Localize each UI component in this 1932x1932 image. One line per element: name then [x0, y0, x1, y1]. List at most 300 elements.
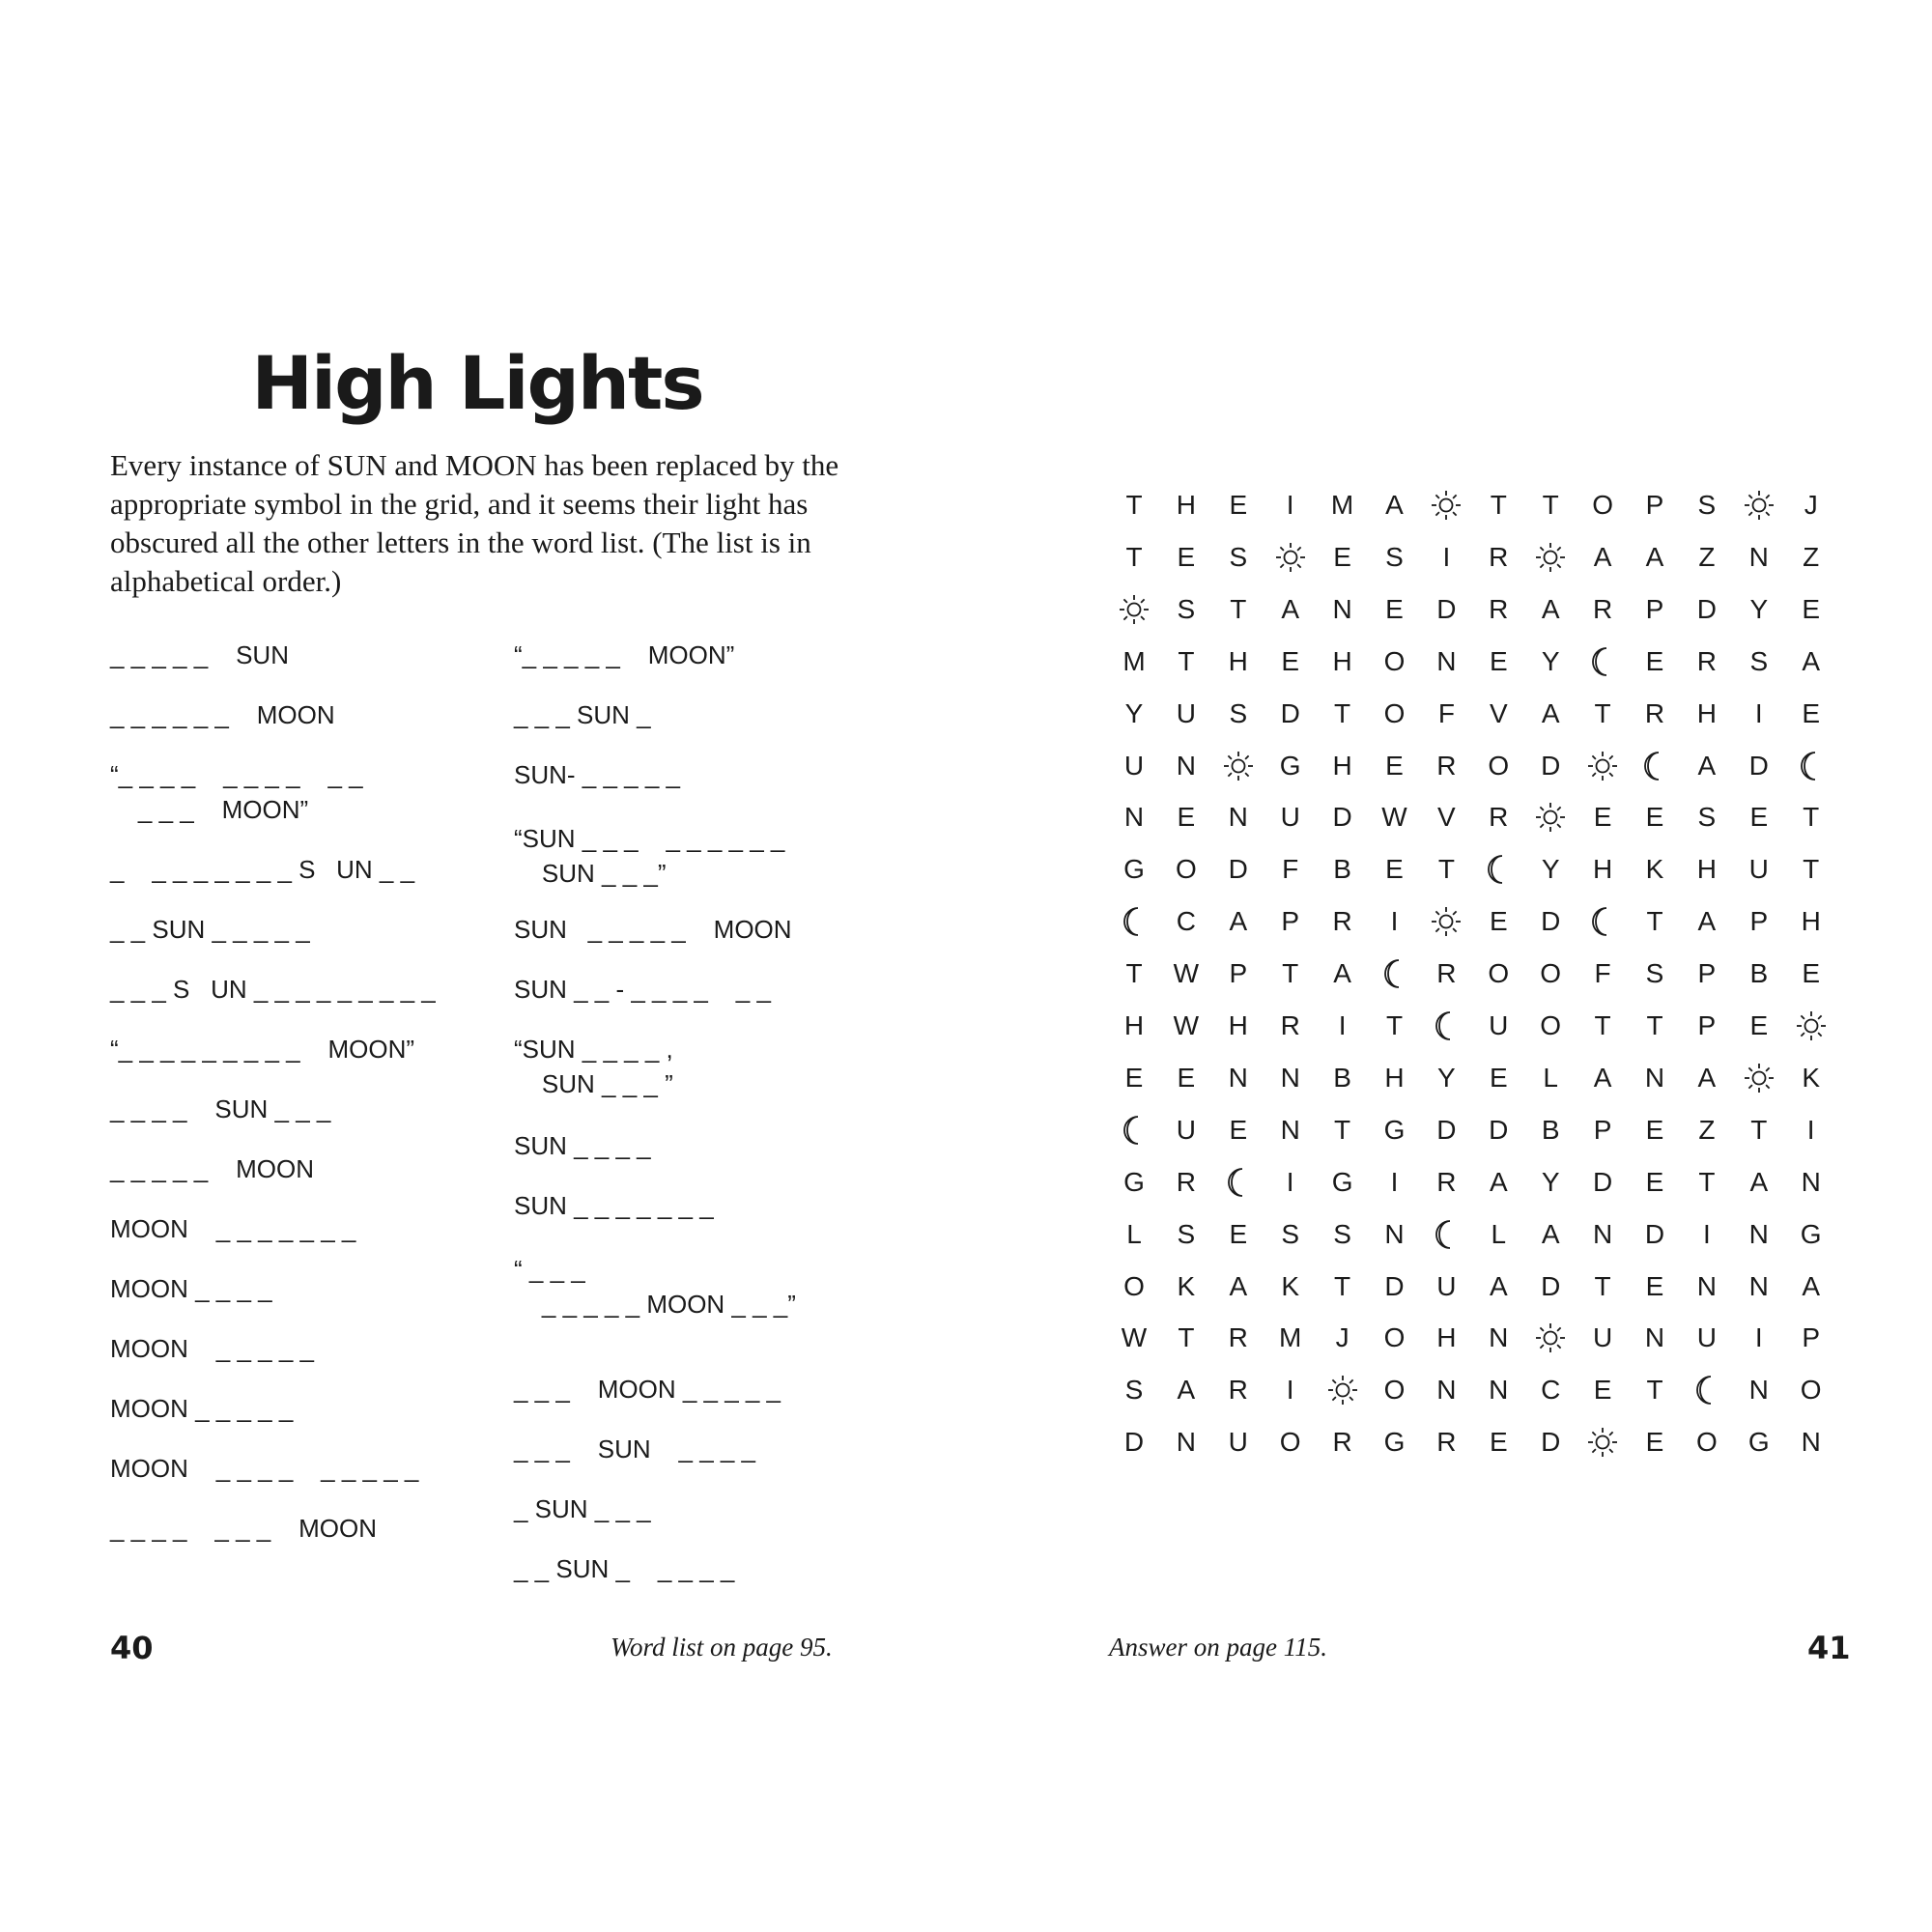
grid-letter: I	[1806, 1114, 1815, 1145]
grid-letter: U	[1280, 802, 1300, 833]
grid-letter: I	[1754, 697, 1763, 728]
word-list-entry: SUN _ _ _ _	[514, 1131, 651, 1160]
grid-letter: N	[1228, 802, 1248, 833]
grid-letter: R	[1644, 697, 1665, 728]
grid-letter: D	[1436, 1114, 1457, 1145]
grid-letter: Y	[1541, 854, 1560, 885]
grid-letter: S	[1645, 958, 1664, 989]
grid-letter: G	[1123, 1166, 1145, 1197]
grid-letter: H	[1228, 645, 1248, 676]
grid-letter: H	[1592, 854, 1613, 885]
grid-letter: Z	[1698, 541, 1716, 572]
grid-letter: N	[1436, 1375, 1457, 1406]
grid-letter: D	[1644, 1218, 1665, 1249]
grid-letter: N	[1280, 1114, 1300, 1145]
grid-letter: R	[1436, 958, 1457, 989]
grid-letter: R	[1489, 802, 1509, 833]
grid-letter: N	[1801, 1427, 1821, 1458]
grid-letter: T	[1178, 1322, 1195, 1353]
grid-letter: T	[1542, 490, 1559, 520]
grid-letter: T	[1230, 593, 1247, 624]
grid-letter: K	[1177, 1270, 1196, 1301]
grid-letter: M	[1330, 490, 1354, 520]
grid-letter: Y	[1124, 697, 1144, 728]
grid-letter: D	[1541, 1427, 1561, 1458]
grid-letter: A	[1697, 750, 1717, 781]
grid-letter: O	[1383, 1322, 1406, 1353]
grid-letter: P	[1645, 593, 1664, 624]
grid-letter: A	[1802, 1270, 1821, 1301]
grid-letter: A	[1489, 1270, 1508, 1301]
grid-letter: B	[1333, 1062, 1351, 1093]
sun-icon	[1420, 479, 1472, 531]
word-list-entry: MOON _ _ _ _ _	[110, 1334, 314, 1363]
word-list-entry: SUN- _ _ _ _ _	[514, 760, 680, 789]
grid-letter: J	[1335, 1322, 1350, 1353]
grid-letter: R	[1489, 593, 1509, 624]
grid-letter: W	[1173, 1010, 1200, 1040]
grid-letter: Y	[1541, 1166, 1560, 1197]
grid-letter: S	[1385, 541, 1404, 572]
grid-letter: N	[1176, 1427, 1196, 1458]
sun-icon	[1785, 1000, 1837, 1052]
grid-letter: E	[1124, 1062, 1144, 1093]
grid-letter: O	[1696, 1427, 1718, 1458]
grid-letter: N	[1384, 1218, 1405, 1249]
word-list-entry: MOON _ _ _ _ _ _ _ _ _	[110, 1454, 419, 1483]
grid-letter: I	[1703, 1218, 1711, 1249]
grid-letter: U	[1436, 1270, 1457, 1301]
grid-letter: D	[1332, 802, 1352, 833]
grid-letter: N	[1436, 645, 1457, 676]
grid-letter: T	[1125, 958, 1143, 989]
grid-letter: A	[1385, 490, 1404, 520]
sun-icon	[1212, 740, 1264, 792]
grid-letter: S	[1697, 490, 1717, 520]
grid-letter: T	[1646, 906, 1663, 937]
grid-letter: E	[1177, 802, 1196, 833]
grid-letter: I	[1286, 490, 1294, 520]
grid-letter: S	[1177, 1218, 1196, 1249]
word-list-entry: _ _ _ _ _ SUN	[110, 640, 289, 669]
grid-letter: E	[1645, 1270, 1664, 1301]
grid-letter: R	[1592, 593, 1613, 624]
word-list-entry: SUN _ _ - _ _ _ _ _ _	[514, 975, 771, 1004]
grid-letter: U	[1489, 1010, 1509, 1040]
grid-letter: N	[1748, 1218, 1769, 1249]
grid-letter: N	[1801, 1166, 1821, 1197]
grid-letter: H	[1696, 854, 1717, 885]
grid-letter: K	[1802, 1062, 1821, 1093]
grid-letter: A	[1229, 1270, 1248, 1301]
grid-letter: R	[1436, 1166, 1457, 1197]
grid-letter: H	[1123, 1010, 1145, 1040]
grid-letter: A	[1333, 958, 1351, 989]
grid-letter: T	[1125, 541, 1143, 572]
grid-letter: S	[1229, 697, 1248, 728]
sun-icon	[1264, 531, 1317, 583]
grid-letter: N	[1748, 1270, 1769, 1301]
grid-letter: T	[1125, 490, 1143, 520]
word-list-entry: “SUN _ _ _ _ , SUN _ _ _ ”	[514, 1035, 673, 1098]
grid-letter: N	[1228, 1062, 1248, 1093]
grid-letter: I	[1286, 1375, 1294, 1406]
grid-letter: D	[1489, 1114, 1509, 1145]
grid-letter: A	[1541, 1218, 1560, 1249]
grid-letter: D	[1541, 906, 1561, 937]
word-list-entry: _ _ SUN _ _ _ _ _	[514, 1554, 735, 1583]
word-list-reference: Word list on page 95.	[611, 1633, 833, 1662]
grid-letter: U	[1176, 1114, 1196, 1145]
grid-letter: T	[1334, 1114, 1351, 1145]
grid-letter: O	[1383, 645, 1406, 676]
puzzle-title: High Lights	[251, 340, 703, 426]
grid-letter: C	[1541, 1375, 1561, 1406]
crescent-moon-icon	[1420, 1208, 1472, 1261]
grid-letter: D	[1748, 750, 1769, 781]
word-list-entry: “_ _ _ _ _ _ _ _ _ _ _ _ _ MOON”	[110, 760, 363, 824]
grid-letter: Y	[1541, 645, 1560, 676]
grid-letter: E	[1593, 802, 1612, 833]
grid-letter: I	[1390, 906, 1399, 937]
grid-letter: E	[1489, 1427, 1508, 1458]
grid-letter: B	[1749, 958, 1769, 989]
grid-letter: E	[1802, 958, 1821, 989]
grid-letter: D	[1541, 750, 1561, 781]
puzzle-instructions: Every instance of SUN and MOON has been replaced by the appropriate symbol in the grid, and it seems their light has obscured all the other letters in the word list. (The list is in alphabetical order.)	[110, 448, 839, 598]
crescent-moon-icon	[1108, 895, 1160, 948]
grid-letter: E	[1749, 802, 1769, 833]
grid-letter: R	[1696, 645, 1717, 676]
crescent-moon-icon	[1785, 740, 1837, 792]
grid-letter: N	[1332, 593, 1352, 624]
grid-letter: E	[1645, 1114, 1664, 1145]
crescent-moon-icon	[1420, 1000, 1472, 1052]
grid-letter: F	[1437, 697, 1455, 728]
grid-letter: S	[1281, 1218, 1300, 1249]
grid-letter: E	[1177, 541, 1196, 572]
grid-letter: A	[1541, 697, 1560, 728]
grid-letter: D	[1592, 1166, 1613, 1197]
grid-letter: U	[1592, 1322, 1613, 1353]
grid-letter: O	[1488, 750, 1510, 781]
grid-letter: N	[1280, 1062, 1300, 1093]
grid-letter: P	[1593, 1114, 1612, 1145]
grid-letter: O	[1279, 1427, 1301, 1458]
grid-letter: G	[1383, 1114, 1406, 1145]
crescent-moon-icon	[1212, 1156, 1264, 1208]
grid-letter: E	[1489, 1062, 1508, 1093]
crescent-moon-icon	[1681, 1364, 1733, 1416]
grid-letter: F	[1282, 854, 1299, 885]
grid-letter: W	[1121, 1322, 1148, 1353]
grid-letter: M	[1122, 645, 1146, 676]
grid-letter: H	[1176, 490, 1196, 520]
grid-letter: D	[1436, 593, 1457, 624]
grid-letter: H	[1332, 645, 1352, 676]
page-number-left: 40	[110, 1630, 154, 1666]
grid-letter: L	[1543, 1062, 1558, 1093]
grid-letter: R	[1176, 1166, 1196, 1197]
grid-letter: S	[1333, 1218, 1351, 1249]
grid-letter: O	[1540, 1010, 1562, 1040]
crescent-moon-icon	[1369, 948, 1421, 1000]
grid-letter: R	[1436, 1427, 1457, 1458]
grid-letter: P	[1645, 490, 1664, 520]
grid-letter: E	[1385, 593, 1404, 624]
word-list-entry: “SUN _ _ _ _ _ _ _ _ _ SUN _ _ _”	[514, 824, 785, 888]
grid-letter: T	[1594, 1270, 1611, 1301]
grid-letter: E	[1645, 1427, 1664, 1458]
grid-letter: R	[1280, 1010, 1300, 1040]
grid-letter: A	[1645, 541, 1664, 572]
word-list-entry: MOON _ _ _ _ _ _ _	[110, 1214, 356, 1243]
grid-letter: Z	[1803, 541, 1820, 572]
grid-letter: N	[1748, 1375, 1769, 1406]
grid-letter: L	[1126, 1218, 1142, 1249]
sun-icon	[1733, 1052, 1785, 1104]
grid-letter: G	[1747, 1427, 1770, 1458]
grid-letter: N	[1123, 802, 1145, 833]
grid-letter: E	[1802, 697, 1821, 728]
grid-letter: P	[1749, 906, 1769, 937]
grid-letter: O	[1383, 1375, 1406, 1406]
crescent-moon-icon	[1577, 895, 1629, 948]
crescent-moon-icon	[1629, 740, 1681, 792]
grid-letter: U	[1176, 697, 1196, 728]
grid-letter: N	[1696, 1270, 1717, 1301]
grid-letter: I	[1286, 1166, 1294, 1197]
grid-letter: E	[1333, 541, 1351, 572]
grid-letter: A	[1177, 1375, 1196, 1406]
grid-letter: T	[1750, 1114, 1768, 1145]
grid-letter: W	[1173, 958, 1200, 989]
sun-icon	[1577, 1416, 1629, 1468]
grid-letter: E	[1489, 645, 1508, 676]
grid-letter: N	[1176, 750, 1196, 781]
grid-letter: N	[1489, 1322, 1509, 1353]
word-search-grid	[1108, 479, 1842, 1459]
grid-letter: E	[1593, 1375, 1612, 1406]
grid-letter: A	[1489, 1166, 1508, 1197]
grid-letter: V	[1489, 697, 1508, 728]
word-list-entry: MOON _ _ _ _	[110, 1274, 272, 1303]
word-list-entry: SUN _ _ _ _ _ _ _	[514, 1191, 714, 1220]
grid-letter: A	[1281, 593, 1300, 624]
word-list-entry: _ _ _ S UN _ _ _ _ _ _ _ _ _	[110, 975, 436, 1004]
grid-letter: T	[1698, 1166, 1716, 1197]
word-list-entry: _ _ _ _ _ MOON	[110, 1154, 314, 1183]
grid-letter: R	[1436, 750, 1457, 781]
sun-icon	[1733, 479, 1785, 531]
grid-letter: G	[1279, 750, 1301, 781]
grid-letter: I	[1442, 541, 1451, 572]
grid-letter: O	[1540, 958, 1562, 989]
word-list-entry: “_ _ _ _ _ MOON”	[514, 640, 735, 669]
page-number-right: 41	[1807, 1630, 1851, 1666]
grid-letter: O	[1488, 958, 1510, 989]
grid-letter: F	[1594, 958, 1611, 989]
grid-letter: B	[1333, 854, 1351, 885]
grid-letter: P	[1697, 1010, 1717, 1040]
word-list-entry: _ _ _ SUN _ _ _ _	[514, 1435, 756, 1463]
grid-letter: G	[1800, 1218, 1822, 1249]
grid-letter: W	[1381, 802, 1407, 833]
word-list-entry: “_ _ _ _ _ _ _ _ _ MOON”	[110, 1035, 415, 1064]
grid-letter: E	[1749, 1010, 1769, 1040]
grid-letter: G	[1383, 1427, 1406, 1458]
grid-letter: V	[1437, 802, 1456, 833]
grid-letter: U	[1748, 854, 1769, 885]
word-list-entry: _ _ _ SUN _	[514, 700, 651, 729]
grid-letter: E	[1229, 1218, 1248, 1249]
grid-letter: K	[1281, 1270, 1300, 1301]
grid-letter: O	[1383, 697, 1406, 728]
grid-letter: E	[1281, 645, 1300, 676]
grid-letter: H	[1801, 906, 1821, 937]
grid-letter: G	[1331, 1166, 1353, 1197]
grid-letter: T	[1437, 854, 1455, 885]
grid-letter: Z	[1698, 1114, 1716, 1145]
grid-letter: S	[1697, 802, 1717, 833]
answer-reference: Answer on page 115.	[1109, 1633, 1327, 1662]
grid-letter: T	[1334, 1270, 1351, 1301]
sun-icon	[1524, 1312, 1577, 1364]
grid-letter: D	[1228, 854, 1248, 885]
grid-letter: N	[1644, 1322, 1665, 1353]
word-list-entry: MOON _ _ _ _ _	[110, 1394, 294, 1423]
grid-letter: D	[1696, 593, 1717, 624]
grid-letter: Y	[1749, 593, 1769, 624]
grid-letter: A	[1802, 645, 1821, 676]
grid-letter: T	[1334, 697, 1351, 728]
grid-letter: P	[1802, 1322, 1821, 1353]
grid-letter: N	[1592, 1218, 1613, 1249]
grid-letter: E	[1229, 1114, 1248, 1145]
grid-letter: E	[1489, 906, 1508, 937]
word-list-entry: _ _ SUN _ _ _ _ _	[110, 915, 310, 944]
grid-letter: S	[1229, 541, 1248, 572]
grid-letter: K	[1645, 854, 1664, 885]
grid-letter: Y	[1437, 1062, 1456, 1093]
grid-letter: E	[1177, 1062, 1196, 1093]
word-list-entry: _ SUN _ _ _	[514, 1494, 651, 1523]
grid-letter: R	[1489, 541, 1509, 572]
sun-icon	[1524, 791, 1577, 843]
grid-letter: E	[1385, 750, 1404, 781]
grid-letter: H	[1228, 1010, 1248, 1040]
grid-letter: N	[1748, 541, 1769, 572]
grid-letter: L	[1491, 1218, 1507, 1249]
grid-letter: A	[1593, 1062, 1612, 1093]
grid-letter: U	[1123, 750, 1145, 781]
grid-letter: T	[1490, 490, 1507, 520]
sun-icon	[1577, 740, 1629, 792]
grid-letter: O	[1176, 854, 1197, 885]
grid-letter: P	[1229, 958, 1248, 989]
grid-letter: E	[1645, 1166, 1664, 1197]
grid-letter: D	[1123, 1427, 1145, 1458]
grid-letter: T	[1178, 645, 1195, 676]
grid-letter: R	[1228, 1322, 1248, 1353]
grid-letter: H	[1332, 750, 1352, 781]
word-list-entry: _ _ _ MOON _ _ _ _ _	[514, 1375, 781, 1404]
grid-letter: R	[1228, 1375, 1248, 1406]
grid-letter: A	[1229, 906, 1248, 937]
grid-letter: M	[1279, 1322, 1302, 1353]
grid-letter: E	[1802, 593, 1821, 624]
grid-letter: O	[1123, 1270, 1145, 1301]
grid-letter: N	[1644, 1062, 1665, 1093]
crescent-moon-icon	[1472, 843, 1524, 895]
grid-letter: T	[1594, 697, 1611, 728]
grid-letter: R	[1332, 906, 1352, 937]
word-list-entry: SUN _ _ _ _ _ MOON	[514, 915, 792, 944]
sun-icon	[1524, 531, 1577, 583]
grid-letter: D	[1541, 1270, 1561, 1301]
grid-letter: P	[1697, 958, 1717, 989]
grid-letter: I	[1390, 1166, 1399, 1197]
grid-letter: E	[1229, 490, 1248, 520]
word-list-entry: _ _ _ _ _ _ _ MOON	[110, 1514, 378, 1543]
grid-letter: R	[1332, 1427, 1352, 1458]
grid-letter: E	[1385, 854, 1404, 885]
word-list-entry: “ _ _ _ _ _ _ _ _ MOON _ _ _”	[514, 1255, 796, 1319]
sun-icon	[1108, 583, 1160, 636]
word-list-entry: _ _ _ _ _ _ _ _ S UN _ _	[110, 855, 415, 884]
grid-letter: T	[1594, 1010, 1611, 1040]
grid-letter: E	[1645, 802, 1664, 833]
grid-letter: C	[1176, 906, 1196, 937]
grid-letter: T	[1803, 802, 1820, 833]
word-list-entry: _ _ _ _ SUN _ _ _	[110, 1094, 331, 1123]
grid-letter: T	[1646, 1010, 1663, 1040]
grid-letter: T	[1803, 854, 1820, 885]
crescent-moon-icon	[1577, 636, 1629, 688]
grid-letter: A	[1697, 1062, 1717, 1093]
sun-icon	[1317, 1364, 1369, 1416]
grid-letter: S	[1124, 1375, 1144, 1406]
grid-letter: S	[1177, 593, 1196, 624]
grid-letter: H	[1384, 1062, 1405, 1093]
grid-letter: T	[1385, 1010, 1404, 1040]
grid-letter: N	[1489, 1375, 1509, 1406]
grid-letter: J	[1804, 490, 1818, 520]
grid-letter: U	[1696, 1322, 1717, 1353]
grid-letter: P	[1281, 906, 1300, 937]
grid-letter: A	[1593, 541, 1612, 572]
grid-letter: G	[1123, 854, 1145, 885]
grid-letter: A	[1541, 593, 1560, 624]
grid-letter: H	[1696, 697, 1717, 728]
grid-letter: D	[1384, 1270, 1405, 1301]
grid-letter: B	[1541, 1114, 1560, 1145]
grid-letter: T	[1282, 958, 1299, 989]
grid-letter: A	[1749, 1166, 1769, 1197]
sun-icon	[1420, 895, 1472, 948]
grid-letter: U	[1228, 1427, 1248, 1458]
word-list-entry: _ _ _ _ _ _ MOON	[110, 700, 335, 729]
grid-letter: I	[1754, 1322, 1763, 1353]
grid-letter: E	[1645, 645, 1664, 676]
grid-letter: D	[1280, 697, 1300, 728]
crescent-moon-icon	[1108, 1104, 1160, 1156]
grid-letter: T	[1646, 1375, 1663, 1406]
grid-letter: A	[1697, 906, 1717, 937]
grid-letter: S	[1749, 645, 1769, 676]
grid-letter: H	[1436, 1322, 1457, 1353]
grid-letter: I	[1338, 1010, 1347, 1040]
